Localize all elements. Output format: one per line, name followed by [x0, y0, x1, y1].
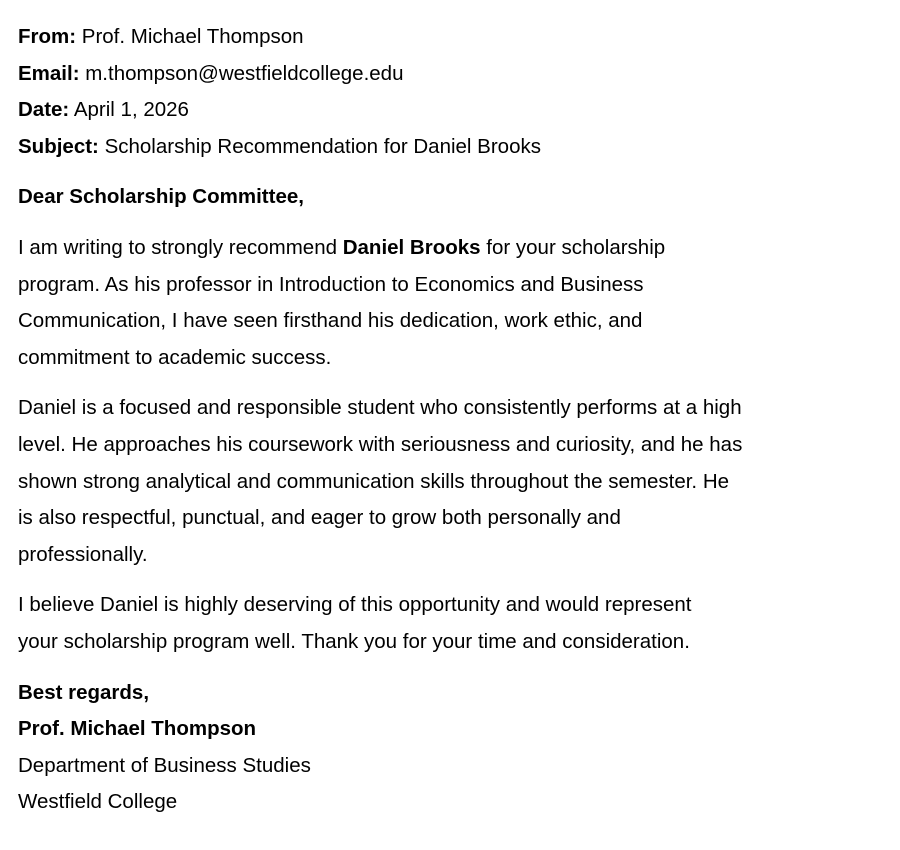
- paragraph-2-line-3: shown strong analytical and communication skills throughout the semester. He: [18, 469, 730, 493]
- closing-department: Department of Business Studies: [18, 753, 311, 777]
- header-value-subject: Scholarship Recommendation for Daniel Brooks: [104, 134, 541, 158]
- student-name-bold: Daniel Brooks: [342, 235, 481, 259]
- header-row-date: [18, 92, 882, 129]
- paragraph-1: [18, 230, 882, 376]
- paragraph-1-line-1-pre: I am writing to strongly recommend: [18, 235, 338, 259]
- paragraph-3: [18, 587, 882, 660]
- header-label-from: From:: [18, 25, 77, 48]
- header-value-email: m.thompson@westfieldcollege.edu: [85, 61, 404, 85]
- signature-block: [18, 675, 882, 821]
- header-value-from: Prof. Michael Thompson: [81, 25, 304, 48]
- salutation-block: [18, 179, 882, 216]
- paragraph-2-line-2: level. He approaches his coursework with seriousness and curiosity, and he has: [18, 432, 743, 456]
- closing-sender-name: Prof. Michael Thompson: [18, 717, 257, 741]
- paragraph-2: [18, 390, 882, 573]
- email-header-block: [18, 19, 882, 165]
- header-value-date: April 1, 2026: [73, 98, 189, 122]
- closing-regards: Best regards,: [18, 680, 150, 704]
- header-label-date: Date:: [18, 98, 70, 122]
- paragraph-2-line-1: Daniel is a focused and responsible student who consistently performs at a high: [18, 396, 742, 420]
- paragraph-3-line-1: I believe Daniel is highly deserving of this opportunity and would represent: [18, 593, 692, 617]
- salutation: Dear Scholarship Committee,: [18, 185, 304, 209]
- closing-college: Westfield College: [18, 790, 178, 814]
- header-row-email: [18, 56, 882, 93]
- header-row-from: [18, 19, 882, 56]
- header-row-subject: [18, 129, 882, 166]
- header-label-subject: Subject:: [18, 134, 99, 158]
- paragraph-1-line-2: program. As his professor in Introduction to Economics and Business: [18, 272, 644, 296]
- paragraph-1-line-1-post: for your scholarship: [486, 235, 666, 259]
- paragraph-1-line-4: commitment to academic success.: [18, 345, 332, 369]
- paragraph-2-line-4: is also respectful, punctual, and eager to grow both personally and: [18, 506, 621, 530]
- paragraph-3-line-2: your scholarship program well. Thank you for your time and consideration.: [18, 629, 690, 653]
- header-label-email: Email:: [18, 61, 80, 85]
- paragraph-1-line-3: Communication, I have seen firsthand his dedication, work ethic, and: [18, 309, 643, 333]
- paragraph-2-line-5: professionally.: [18, 542, 148, 566]
- paragraph-1-line-1: [18, 230, 882, 267]
